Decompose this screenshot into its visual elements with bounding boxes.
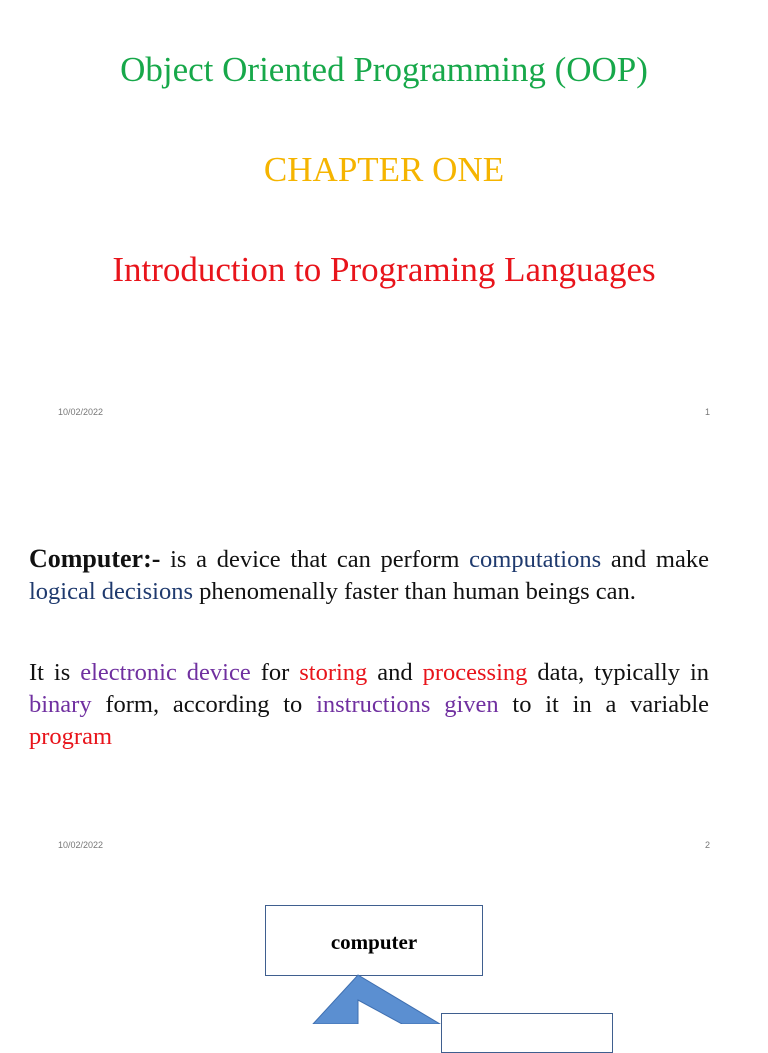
arrow-polygon: [313, 975, 440, 1024]
up-arrow-shape: [300, 970, 460, 1024]
slide1-subtitle: Introduction to Programing Languages: [112, 250, 656, 289]
text: phenomenally faster than human beings can.: [192, 578, 636, 605]
second-box: [441, 1013, 613, 1053]
computer-box: [265, 905, 483, 976]
slide1-page-number: 1: [704, 407, 710, 417]
slide1-date: 10/02/2022: [58, 407, 104, 417]
text: data, typically in: [527, 659, 710, 686]
highlight-processing: processing: [422, 659, 528, 686]
slide2-paragraph-computer: [29, 543, 709, 608]
highlight-electronic-device: electronic device: [80, 659, 251, 686]
text: and: [367, 659, 423, 686]
slide1-title: Object Oriented Programming (OOP): [120, 50, 648, 89]
text: for: [250, 659, 300, 686]
computer-box-label: computer: [330, 930, 418, 954]
slide2-page-number: 2: [704, 840, 710, 850]
term-computer: Computer: [29, 544, 144, 573]
text: to it in a variable: [498, 691, 710, 718]
highlight-storing: storing: [299, 659, 368, 686]
highlight-binary: binary: [29, 691, 92, 718]
text: and make: [601, 546, 709, 573]
term-separator: :-: [143, 544, 161, 573]
highlight-logical-decisions: logical decisions: [29, 578, 193, 605]
slide2-date: 10/02/2022: [58, 840, 104, 850]
slide1-chapter: CHAPTER ONE: [263, 150, 505, 189]
highlight-computations: computations: [469, 546, 602, 573]
slide2-paragraph-electronic-device: [29, 657, 709, 753]
text: form, according to: [91, 691, 317, 718]
highlight-instructions-given: instructions given: [316, 691, 499, 718]
text: It is: [29, 659, 81, 686]
highlight-program: program: [29, 723, 112, 750]
text: is a device that can perform: [160, 546, 470, 573]
